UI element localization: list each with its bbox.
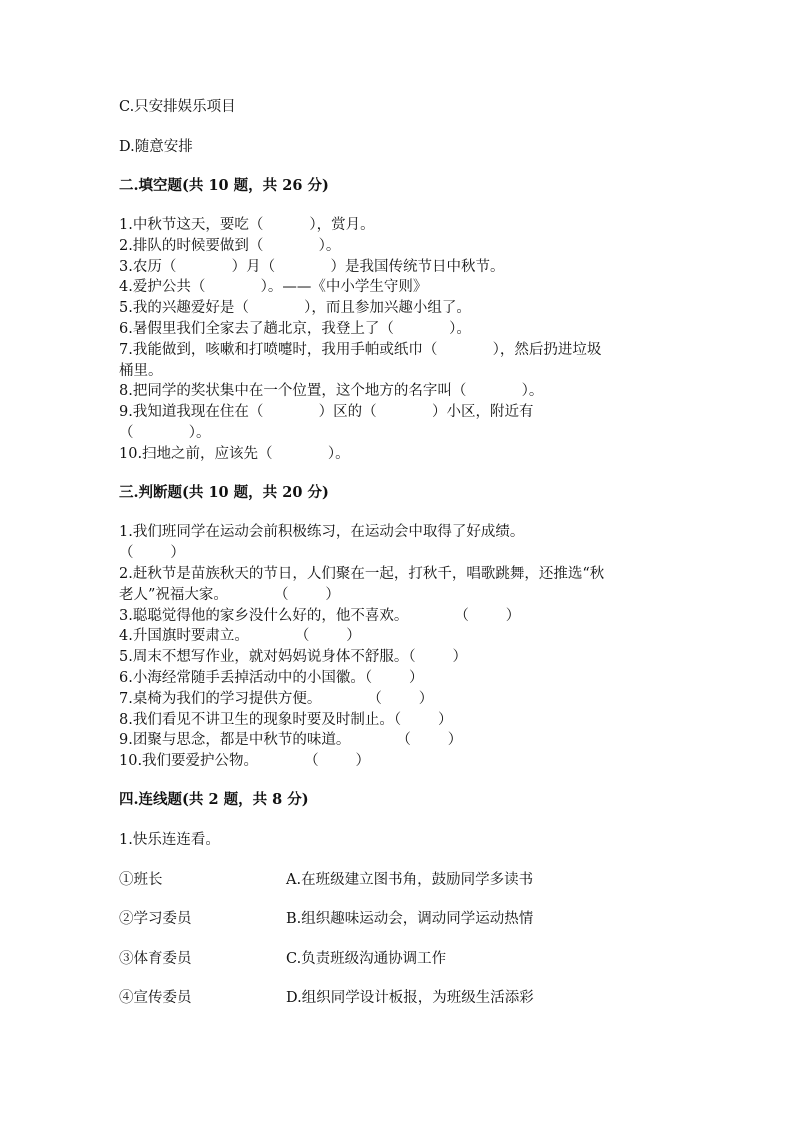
judge-line: 老人”祝福大家。 （ ） — [119, 587, 340, 603]
match-right-item[interactable]: B.组织趣味运动会，调动同学运动热情 — [286, 911, 534, 927]
judge-line: 10.我们要爱护公物。 （ ） — [119, 753, 371, 769]
option-d: D.随意安排 — [119, 139, 193, 155]
fill-line: 6.暑假里我们全家去了趟北京，我登上了（ ）。 — [119, 321, 471, 337]
judge-line: 1.我们班同学在运动会前积极练习，在运动会中取得了好成绩。 — [119, 524, 525, 540]
fill-line: 4.爱护公共（ ）。——《中小学生守则》 — [119, 279, 428, 295]
fill-line: 2.排队的时候要做到（ ）。 — [119, 238, 341, 254]
fill-line: 3.农历（ ）月（ ）是我国传统节日中秋节。 — [119, 259, 505, 275]
judge-heading: 三.判断题(共 10 题，共 20 分) — [119, 484, 329, 501]
fill-line: 1.中秋节这天，要吃（ ），赏月。 — [119, 217, 375, 233]
match-right-item[interactable]: D.组织同学设计板报，为班级生活添彩 — [286, 990, 534, 1006]
match-left-item[interactable]: ④宣传委员 — [119, 990, 192, 1006]
fill-line: 桶里。 — [119, 363, 163, 379]
match-right-item[interactable]: C.负责班级沟通协调工作 — [286, 951, 447, 967]
match-question: 1.快乐连连看。 — [119, 832, 220, 848]
option-c: C.只安排娱乐项目 — [119, 99, 236, 115]
judge-line: 7.桌椅为我们的学习提供方便。 （ ） — [119, 691, 434, 707]
match-right-item[interactable]: A.在班级建立图书角，鼓励同学多读书 — [286, 872, 534, 888]
judge-line: 2.赶秋节是苗族秋天的节日，人们聚在一起，打秋千，唱歌跳舞，还推选“秋 — [119, 566, 605, 582]
judge-line: 9.团聚与思念，都是中秋节的味道。 （ ） — [119, 732, 463, 748]
fill-line: （ ）。 — [119, 425, 211, 441]
judge-line: （ ） — [119, 545, 185, 561]
judge-line: 8.我们看见不讲卫生的现象时要及时制止。（ ） — [119, 712, 453, 728]
fill-line: 9.我知道我现在住在（ ）区的（ ）小区，附近有 — [119, 404, 534, 420]
match-left-item[interactable]: ①班长 — [119, 872, 163, 888]
match-heading: 四.连线题(共 2 题，共 8 分) — [119, 791, 309, 808]
fill-line: 8.把同学的奖状集中在一个位置，这个地方的名字叫（ ）。 — [119, 383, 544, 399]
judge-line: 4.升国旗时要肃立。 （ ） — [119, 628, 361, 644]
fill-line: 7.我能做到，咳嗽和打喷嚏时，我用手帕或纸巾（ ），然后扔进垃圾 — [119, 342, 602, 358]
fill-heading: 二.填空题(共 10 题，共 26 分) — [119, 177, 329, 194]
fill-line: 5.我的兴趣爱好是（ ），而且参加兴趣小组了。 — [119, 300, 471, 316]
match-left-item[interactable]: ③体育委员 — [119, 951, 192, 967]
match-left-item[interactable]: ②学习委员 — [119, 911, 192, 927]
judge-line: 5.周末不想写作业，就对妈妈说身体不舒服。（ ） — [119, 649, 467, 665]
judge-line: 6.小海经常随手丢掉活动中的小国徽。（ ） — [119, 670, 424, 686]
judge-line: 3.聪聪觉得他的家乡没什么好的，他不喜欢。 （ ） — [119, 608, 521, 624]
fill-line: 10.扫地之前，应该先（ ）。 — [119, 446, 350, 462]
